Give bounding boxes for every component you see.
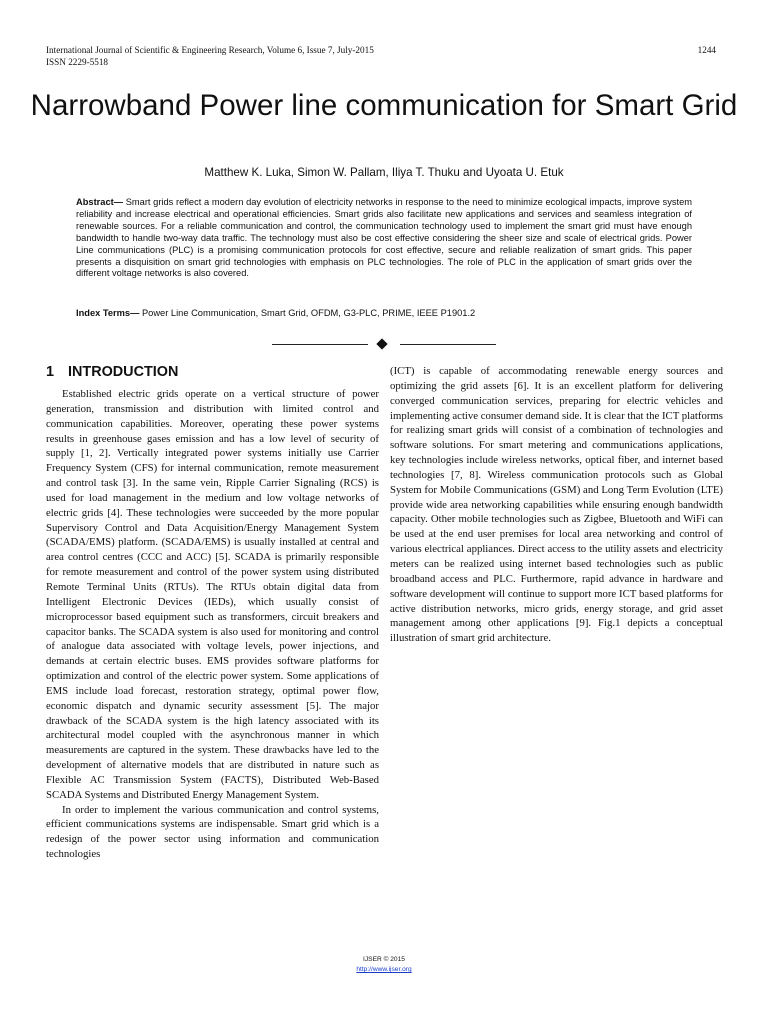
abstract-label: Abstract— bbox=[76, 197, 124, 207]
index-terms bbox=[76, 307, 692, 319]
page-footer bbox=[0, 955, 768, 975]
left-column bbox=[46, 387, 379, 862]
intro-paragraph-2: In order to implement the various communication and control systems, efficient communications systems are indispensable. Smart grid which is a redesign of the power sector using information and communication technologies bbox=[46, 803, 379, 861]
index-terms-label: Index Terms— bbox=[76, 308, 140, 318]
issn: ISSN 2229-5518 bbox=[46, 57, 109, 67]
index-terms-text: Power Line Communication, Smart Grid, OFDM, G3-PLC, PRIME, IEEE P1901.2 bbox=[139, 308, 476, 318]
abstract-text: Smart grids reflect a modern day evolution of electricity networks in response to the need to minimize ecological impacts, improve system reliability and increase electrical and operational efficiencies. Smart grids also facilitate new applications and services and seamless integration of renewable sources. For a reliable communication and control, the communication technology used to implement the smart grid must have enough bandwidth to handle two-way data traffic. The technology must also be cost effective considering the sheer size and scale of electrical grids. Power Line communications (PLC) is a promising communication protocols for cost effective, secure and reliable realization of smart grids. This paper presents a disquisition on smart grid technologies with emphasis on PLC technologies. The role of PLC in the application of smart grids over the different voltage networks is also covered. bbox=[76, 197, 692, 279]
abstract bbox=[76, 197, 692, 280]
paper-title: Narrowband Power line communication for Smart Grid bbox=[30, 89, 738, 122]
section-number: 1 bbox=[46, 364, 55, 380]
footer-url-link[interactable]: http://www.ijser.org bbox=[356, 966, 412, 973]
page-number: 1244 bbox=[697, 45, 716, 55]
section-divider bbox=[272, 336, 496, 352]
section-title: INTRODUCTION bbox=[68, 364, 179, 380]
section-heading bbox=[46, 363, 178, 381]
intro-paragraph-continued: (ICT) is capable of accommodating renewable energy sources and optimizing the grid assets [6]. It is an excellent platform for delivering converged communication services, preparing for electric vehicles and implementing active consumer demand side. It is clear that the ICT platforms for realizing smart grids will consist of a combination of technologies and software solutions. For smart metering and communications applications, key technologies include wireless networks, optical fiber, and internet based technologies [7, 8]. Wireless communication protocols such as Global System for Mobile Communications (GSM) and Long Term Evolution (LTE) provide wide area networking capabilities while ensuring enough bandwidth capacity. Other mobile technologies such as Zigbee, Bluetooth and WiFi can be used at the end user premises for local area networking and control of various electrical appliances. Direct access to the utility assets and electricity meters can be realized using internet based technologies such as public broadband access and PLC. Furthermore, rapid advance in hardware and software development will continue to support more ICT based platforms for active distribution networks, micro grids, energy storage, and grid asset management among other applications [9]. Fig.1 depicts a conceptual illustration of smart grid architecture. bbox=[390, 365, 723, 645]
right-column bbox=[390, 364, 723, 646]
author-list: Matthew K. Luka, Simon W. Pallam, Iliya T. Thuku and Uyoata U. Etuk bbox=[204, 166, 564, 179]
intro-paragraph-1: Established electric grids operate on a vertical structure of power generation, transmission and distribution with limited control and communication capabilities. Moreover, operating these power systems results in greenhouse gases emission and has a low level of security of supply [1, 2]. Vertically integrated power systems initially use Carrier Frequency System (CFS) for internal communication, remote measurement and control task [3]. In the same vein, Ripple Carrier Signaling (RCS) is used for load management in the medium and low voltage networks of electric grids [4]. These technologies were succeeded by the more popular Supervisory Control and Data Acquisition/Energy Management System (SCADA/EMS) platform. (SCADA/EMS) is usually installed at central and area control centres (CCC and ACC) [5]. SCADA is primarily responsible for remote measurement and control of the power system using distributed Remote Terminal Units (RTUs). The RTUs obtain digital data from Intelligent Electronic Devices (IEDs), which usually consist of microprocessor based equipment such as transformers, circuit breakers and capacitor banks. The SCADA system is also used for monitoring and control of analogue data associated with voltage levels, power injections, and demands at certain electric buses. EMS provides software platforms for optimization and control of the electric power system. Some applications of EMS include load forecast, restoration strategy, optimal power flow, economic dispatch and dynamic security assessment [5]. The major drawback of the SCADA system is the high latency associated with its architectural model coupled with the asynchronous manner in which measurements are captured in the system. These drawbacks have led to the development of alternative models that are distributed in nature such as Flexible AC Transmission System (FACTS), Distributed Web-Based SCADA Systems and Distributed Energy Management System. bbox=[46, 388, 379, 801]
journal-citation: International Journal of Scientific & Engineering Research, Volume 6, Issue 7, July-2015 bbox=[46, 45, 374, 55]
diamond-icon bbox=[376, 338, 387, 349]
divider-line-right bbox=[400, 344, 496, 345]
divider-line-left bbox=[272, 344, 368, 345]
running-header bbox=[46, 44, 716, 68]
footer-copyright: IJSER © 2015 bbox=[363, 956, 405, 963]
